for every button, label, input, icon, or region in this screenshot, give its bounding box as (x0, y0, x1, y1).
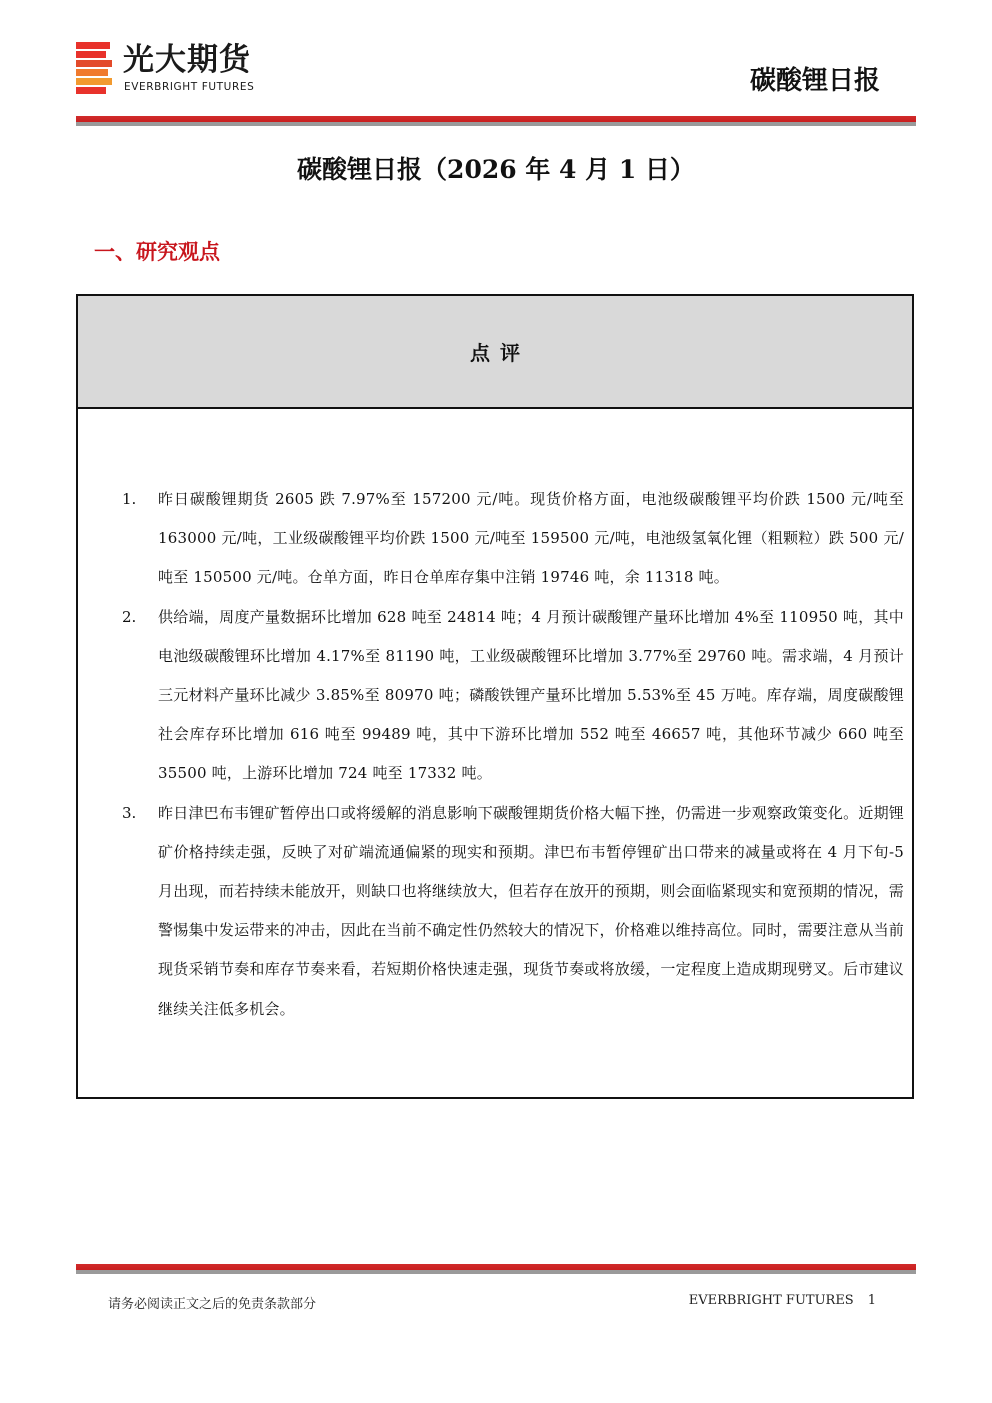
item-text: 昨日碳酸锂期货 2605 跌 7.97%至 157200 元/吨。现货价格方面，电池级碳酸锂平均价跌 1500 元/吨至 163000 元/吨，工业级碳酸锂平均价跌 1500 元/吨至 159500 元/吨，电池级氢氧化锂（粗颗粒）跌 500 元/吨至 150500 元/吨。仓单方面，昨日仓单库存集中注销 19746 吨，余 11318 吨。 (158, 490, 904, 587)
item-text: 昨日津巴布韦锂矿暂停出口或将缓解的消息影响下碳酸锂期货价格大幅下挫，仍需进一步观察政策变化。近期锂矿价格持续走强，反映了对矿端流通偏紧的现实和预期。津巴布韦暂停锂矿出口带来的减量或将在 4 月下旬-5 月出现，而若持续未能放开，则缺口也将继续放大，但若存在放开的预期，则会面临紧现实和宽预期的情况，需警惕集中发运带来的冲击，因此在当前不确定性仍然较大的情况下，价格难以维持高位。同时，需要注意从当前现货采销节奏和库存节奏来看，若短期价格快速走强，现货节奏或将放缓，一定程度上造成期现劈叉。后市建议继续关注低多机会。 (158, 803, 904, 1018)
company-name-en: EVERBRIGHT FUTURES (124, 81, 255, 93)
commentary-item (122, 794, 904, 1029)
header-report-name: 碳酸锂日报 (749, 66, 880, 96)
footer-brand-block (689, 1293, 876, 1308)
item-number: 1. (122, 490, 137, 508)
commentary-list (122, 480, 904, 1029)
item-number: 3. (122, 803, 137, 822)
item-number: 2. (122, 607, 137, 626)
footer-brand: EVERBRIGHT FUTURES (688, 1293, 854, 1308)
commentary-item (122, 598, 904, 794)
commentary-panel (76, 294, 914, 1099)
document-title: 碳酸锂日报（2026 年 4 月 1 日） (297, 155, 695, 184)
panel-header (78, 296, 912, 409)
header-divider (76, 116, 916, 126)
commentary-item (122, 480, 904, 598)
company-logo-icon (76, 42, 116, 98)
panel-heading: 点评 (470, 341, 530, 365)
page-number: 1 (867, 1293, 876, 1308)
footer-divider (76, 1264, 916, 1274)
item-text: 供给端，周度产量数据环比增加 628 吨至 24814 吨；4 月预计碳酸锂产量环比增加 4%至 110950 吨，其中电池级碳酸锂环比增加 4.17%至 81190 吨，工业级碳酸锂环比增加 3.77%至 29760 吨。需求端，4 月预计三元材料产量环比减少 3.85%至 80970 吨；磷酸铁锂产量环比增加 5.53%至 45 万吨。库存端，周度碳酸锂社会库存环比增加 616 吨至 99489 吨，其中下游环比增加 552 吨至 46657 吨，其他环节减少 660 吨至 35500 吨，上游环比增加 724 吨至 17332 吨。 (158, 607, 904, 783)
section-heading: 一、研究观点 (94, 239, 220, 264)
company-name-cn: 光大期货 (123, 42, 251, 78)
footer-disclaimer: 请务必阅读正文之后的免责条款部分 (108, 1297, 317, 1312)
